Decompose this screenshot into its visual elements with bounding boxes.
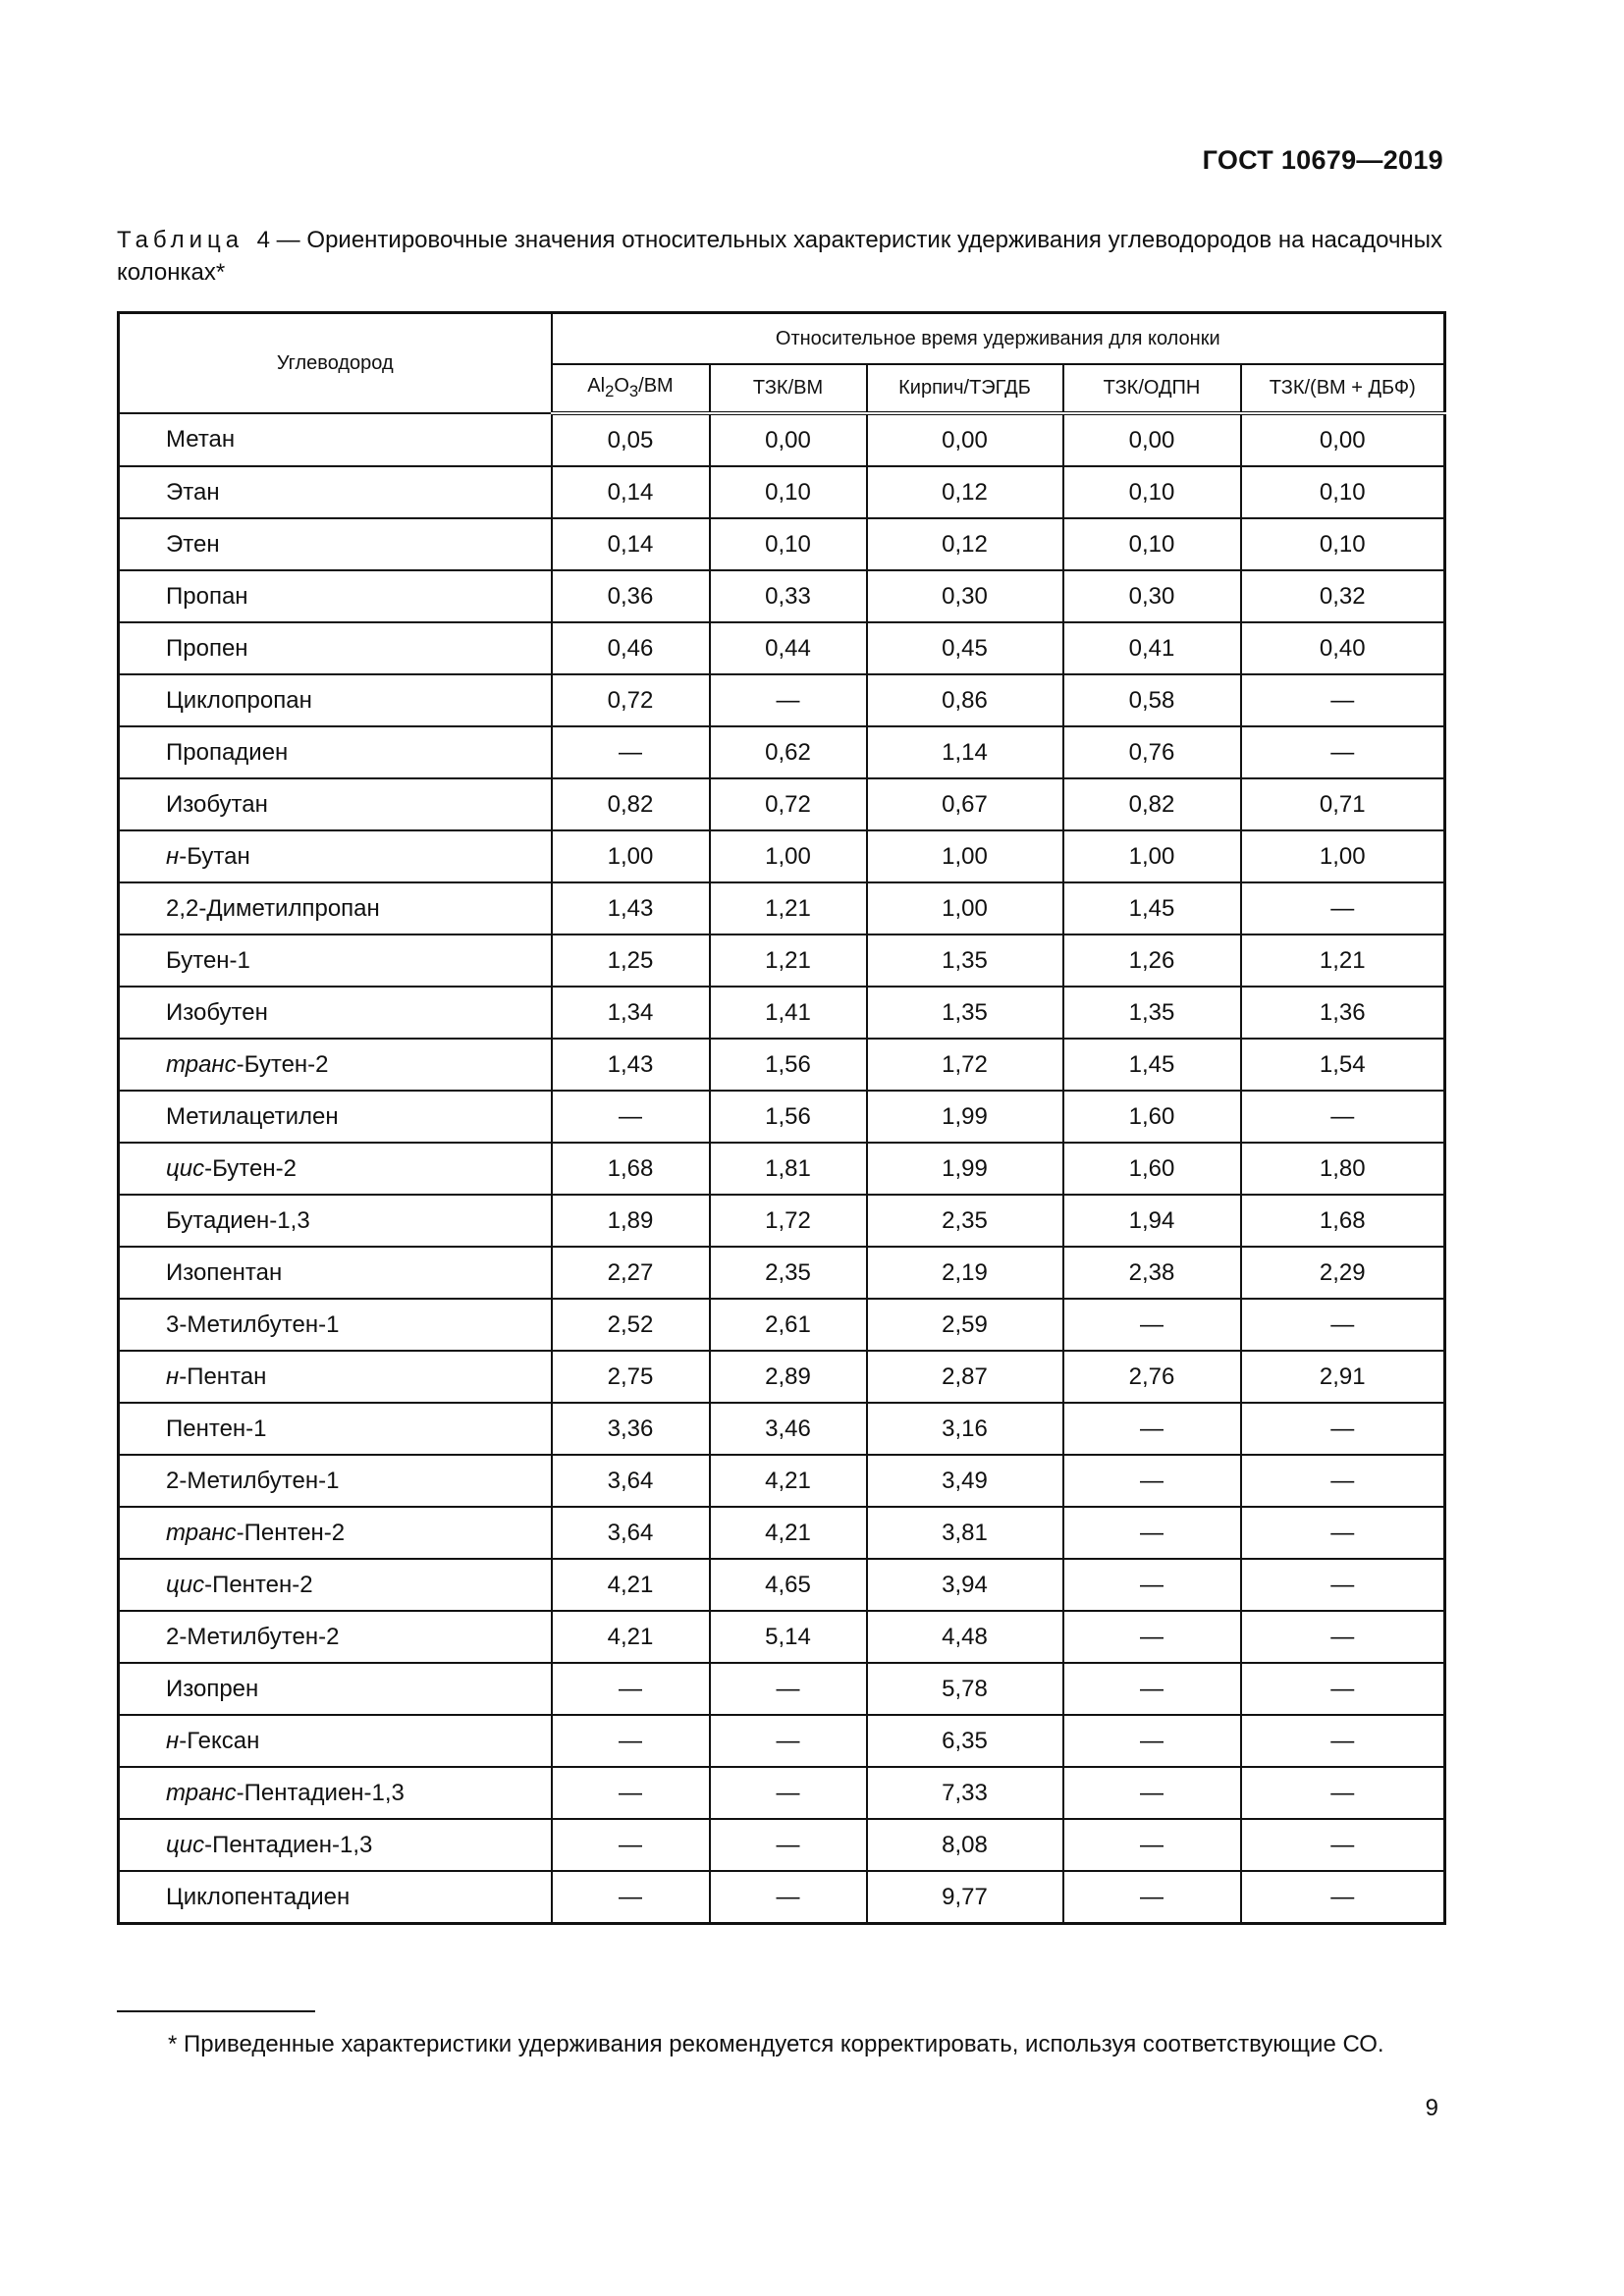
name-text: 3-Метилбутен-1 xyxy=(166,1310,340,1338)
value-cell: 0,10 xyxy=(1063,466,1241,518)
value-cell: — xyxy=(1241,882,1445,934)
hydrocarbon-name-cell xyxy=(119,1195,552,1247)
value-cell: 0,00 xyxy=(1063,413,1241,466)
value-cell: 0,82 xyxy=(552,778,710,830)
name-text: -Гексан xyxy=(179,1727,260,1754)
value-cell: 1,80 xyxy=(1241,1143,1445,1195)
value-cell: 1,60 xyxy=(1063,1091,1241,1143)
value-cell: 0,00 xyxy=(1241,413,1445,466)
table-row xyxy=(119,1039,1445,1091)
page-number: 9 xyxy=(1425,2095,1438,2121)
name-prefix: транс xyxy=(166,1779,237,1806)
table-row xyxy=(119,1663,1445,1715)
value-cell: 0,32 xyxy=(1241,570,1445,622)
value-cell: 1,45 xyxy=(1063,1039,1241,1091)
value-cell: — xyxy=(552,1715,710,1767)
table-body xyxy=(119,413,1445,1924)
value-cell: 0,00 xyxy=(710,413,867,466)
value-cell: 3,49 xyxy=(867,1455,1063,1507)
value-cell: 3,81 xyxy=(867,1507,1063,1559)
name-text: -Пентан xyxy=(179,1362,267,1390)
header-column-tzk-odpn: ТЗК/ОДПН xyxy=(1063,364,1241,413)
value-cell: 1,34 xyxy=(552,987,710,1039)
name-prefix: н xyxy=(166,842,180,870)
name-text: Пентен-1 xyxy=(166,1415,267,1442)
value-cell: 3,64 xyxy=(552,1507,710,1559)
value-cell: 7,33 xyxy=(867,1767,1063,1819)
name-text: -Пентен-2 xyxy=(204,1571,313,1598)
hydrocarbon-name-cell xyxy=(119,1351,552,1403)
table-row xyxy=(119,934,1445,987)
value-cell: 0,86 xyxy=(867,674,1063,726)
value-cell: — xyxy=(1063,1507,1241,1559)
name-text: Метилацетилен xyxy=(166,1102,339,1130)
value-cell: 2,35 xyxy=(710,1247,867,1299)
hydrocarbon-name-cell xyxy=(119,1663,552,1715)
value-cell: 0,72 xyxy=(710,778,867,830)
value-cell: 2,75 xyxy=(552,1351,710,1403)
value-cell: 1,36 xyxy=(1241,987,1445,1039)
value-cell: 2,89 xyxy=(710,1351,867,1403)
name-prefix: цис xyxy=(166,1154,205,1182)
name-prefix: транс xyxy=(166,1050,237,1078)
value-cell: — xyxy=(1063,1403,1241,1455)
table-row xyxy=(119,1403,1445,1455)
name-text: Циклопропан xyxy=(166,686,312,714)
name-text: Пропан xyxy=(166,582,248,610)
hydrocarbon-name-cell xyxy=(119,413,552,466)
value-cell: 0,71 xyxy=(1241,778,1445,830)
table-row xyxy=(119,1143,1445,1195)
value-cell: 0,00 xyxy=(867,413,1063,466)
value-cell: — xyxy=(710,674,867,726)
value-cell: 0,76 xyxy=(1063,726,1241,778)
value-cell: 1,68 xyxy=(552,1143,710,1195)
value-cell: 0,41 xyxy=(1063,622,1241,674)
table-row xyxy=(119,1559,1445,1611)
name-text: 2,2-Диметилпропан xyxy=(166,894,380,922)
value-cell: — xyxy=(552,1663,710,1715)
name-text: Изобутен xyxy=(166,998,268,1026)
value-cell: 1,25 xyxy=(552,934,710,987)
name-text: 2-Метилбутен-2 xyxy=(166,1623,340,1650)
name-text: -Бутан xyxy=(179,842,250,870)
table-row xyxy=(119,570,1445,622)
table-row xyxy=(119,1299,1445,1351)
value-cell: 0,12 xyxy=(867,466,1063,518)
value-cell: 4,65 xyxy=(710,1559,867,1611)
value-cell: 0,30 xyxy=(1063,570,1241,622)
table-row xyxy=(119,726,1445,778)
table-row xyxy=(119,518,1445,570)
hydrocarbon-name-cell xyxy=(119,778,552,830)
value-cell: 2,59 xyxy=(867,1299,1063,1351)
value-cell: — xyxy=(1063,1819,1241,1871)
value-cell: 0,62 xyxy=(710,726,867,778)
value-cell: 1,21 xyxy=(710,882,867,934)
hydrocarbon-name-cell xyxy=(119,1819,552,1871)
name-text: Бутадиен-1,3 xyxy=(166,1206,310,1234)
value-cell: 0,10 xyxy=(1241,518,1445,570)
value-cell: — xyxy=(1241,1819,1445,1871)
value-cell: 3,16 xyxy=(867,1403,1063,1455)
value-cell: 1,00 xyxy=(867,882,1063,934)
value-cell: — xyxy=(1063,1871,1241,1924)
value-cell: 1,43 xyxy=(552,882,710,934)
value-cell: 3,94 xyxy=(867,1559,1063,1611)
table-row xyxy=(119,1507,1445,1559)
table-row xyxy=(119,674,1445,726)
value-cell: 1,35 xyxy=(867,987,1063,1039)
value-cell: 5,78 xyxy=(867,1663,1063,1715)
name-text: Изопрен xyxy=(166,1675,259,1702)
value-cell: — xyxy=(710,1871,867,1924)
name-text: 2-Метилбутен-1 xyxy=(166,1467,340,1494)
hydrocarbon-name-cell xyxy=(119,1143,552,1195)
value-cell: — xyxy=(1063,1611,1241,1663)
value-cell: — xyxy=(552,1819,710,1871)
hydrocarbon-name-cell xyxy=(119,1871,552,1924)
value-cell: — xyxy=(710,1715,867,1767)
hydrocarbon-name-cell xyxy=(119,1039,552,1091)
retention-table xyxy=(117,311,1446,1925)
name-prefix: цис xyxy=(166,1571,205,1598)
name-text: Циклопентадиен xyxy=(166,1883,351,1910)
header-al-subscript: 2 xyxy=(605,382,615,400)
table-row xyxy=(119,1455,1445,1507)
value-cell: 4,48 xyxy=(867,1611,1063,1663)
value-cell: 1,56 xyxy=(710,1091,867,1143)
document-code: ГОСТ 10679—2019 xyxy=(1202,145,1443,175)
name-prefix: н xyxy=(166,1362,180,1390)
value-cell: — xyxy=(552,1871,710,1924)
value-cell: 6,35 xyxy=(867,1715,1063,1767)
value-cell: 2,76 xyxy=(1063,1351,1241,1403)
name-text: Изопентан xyxy=(166,1258,283,1286)
hydrocarbon-name-cell xyxy=(119,830,552,882)
name-text: Бутен-1 xyxy=(166,946,250,974)
value-cell: 2,27 xyxy=(552,1247,710,1299)
value-cell: 1,45 xyxy=(1063,882,1241,934)
name-text: Пропадиен xyxy=(166,738,289,766)
value-cell: 2,52 xyxy=(552,1299,710,1351)
value-cell: — xyxy=(1063,1559,1241,1611)
name-text: -Пентадиен-1,3 xyxy=(204,1831,373,1858)
value-cell: — xyxy=(1241,1403,1445,1455)
value-cell: — xyxy=(1063,1663,1241,1715)
value-cell: — xyxy=(1241,1091,1445,1143)
value-cell: 1,41 xyxy=(710,987,867,1039)
header-vm-text: /ВМ xyxy=(638,375,674,397)
value-cell: 0,12 xyxy=(867,518,1063,570)
value-cell: 2,61 xyxy=(710,1299,867,1351)
header-column-tzk-vm: ТЗК/ВМ xyxy=(710,364,867,413)
hydrocarbon-name-cell xyxy=(119,466,552,518)
value-cell: — xyxy=(1241,1507,1445,1559)
value-cell: 2,19 xyxy=(867,1247,1063,1299)
value-cell: 4,21 xyxy=(710,1455,867,1507)
name-text: -Пентадиен-1,3 xyxy=(236,1779,405,1806)
value-cell: 5,14 xyxy=(710,1611,867,1663)
table-row xyxy=(119,466,1445,518)
value-cell: 0,45 xyxy=(867,622,1063,674)
value-cell: — xyxy=(1063,1455,1241,1507)
value-cell: — xyxy=(1241,1663,1445,1715)
name-prefix: н xyxy=(166,1727,180,1754)
header-column-kirpich-tegdb: Кирпич/ТЭГДБ xyxy=(867,364,1063,413)
table-row xyxy=(119,1767,1445,1819)
value-cell: 0,58 xyxy=(1063,674,1241,726)
table-row xyxy=(119,1611,1445,1663)
value-cell: 1,26 xyxy=(1063,934,1241,987)
value-cell: 1,72 xyxy=(710,1195,867,1247)
name-text: Этен xyxy=(166,530,220,558)
value-cell: 1,99 xyxy=(867,1143,1063,1195)
value-cell: 0,82 xyxy=(1063,778,1241,830)
hydrocarbon-name-cell xyxy=(119,1715,552,1767)
value-cell: 1,35 xyxy=(867,934,1063,987)
hydrocarbon-name-cell xyxy=(119,1507,552,1559)
value-cell: — xyxy=(710,1767,867,1819)
value-cell: 0,10 xyxy=(1241,466,1445,518)
value-cell: 1,00 xyxy=(710,830,867,882)
hydrocarbon-name-cell xyxy=(119,570,552,622)
value-cell: — xyxy=(710,1819,867,1871)
table-caption-label: Таблица xyxy=(117,227,244,253)
hydrocarbon-name-cell xyxy=(119,1247,552,1299)
value-cell: 2,87 xyxy=(867,1351,1063,1403)
header-column-tzk-vm-dbf: ТЗК/(ВМ + ДБФ) xyxy=(1241,364,1445,413)
value-cell: 1,00 xyxy=(867,830,1063,882)
value-cell: 2,91 xyxy=(1241,1351,1445,1403)
value-cell: 9,77 xyxy=(867,1871,1063,1924)
value-cell: — xyxy=(552,1091,710,1143)
table-row xyxy=(119,1715,1445,1767)
value-cell: 1,99 xyxy=(867,1091,1063,1143)
value-cell: 0,46 xyxy=(552,622,710,674)
value-cell: — xyxy=(1241,1455,1445,1507)
value-cell: 4,21 xyxy=(552,1611,710,1663)
hydrocarbon-name-cell xyxy=(119,987,552,1039)
table-row xyxy=(119,622,1445,674)
table-caption xyxy=(117,224,1442,289)
table-row xyxy=(119,1871,1445,1924)
hydrocarbon-name-cell xyxy=(119,1091,552,1143)
value-cell: 1,81 xyxy=(710,1143,867,1195)
value-cell: — xyxy=(1241,674,1445,726)
value-cell: 8,08 xyxy=(867,1819,1063,1871)
value-cell: 1,68 xyxy=(1241,1195,1445,1247)
hydrocarbon-name-cell xyxy=(119,674,552,726)
value-cell: 0,10 xyxy=(710,518,867,570)
hydrocarbon-name-cell xyxy=(119,1455,552,1507)
name-text: Пропен xyxy=(166,634,248,662)
value-cell: 0,10 xyxy=(1063,518,1241,570)
value-cell: 1,00 xyxy=(1063,830,1241,882)
value-cell: 2,35 xyxy=(867,1195,1063,1247)
name-text: -Пентен-2 xyxy=(236,1519,346,1546)
value-cell: 1,21 xyxy=(1241,934,1445,987)
table-row xyxy=(119,778,1445,830)
value-cell: 1,56 xyxy=(710,1039,867,1091)
hydrocarbon-name-cell xyxy=(119,1611,552,1663)
value-cell: — xyxy=(552,726,710,778)
value-cell: 0,10 xyxy=(710,466,867,518)
value-cell: 1,72 xyxy=(867,1039,1063,1091)
header-al-text: Al xyxy=(587,375,606,397)
value-cell: 0,30 xyxy=(867,570,1063,622)
value-cell: 0,36 xyxy=(552,570,710,622)
value-cell: 3,46 xyxy=(710,1403,867,1455)
table-caption-text: — Ориентировочные значения относительных характеристик удерживания углеводородов на насадочных колонках* xyxy=(117,227,1442,286)
name-prefix: цис xyxy=(166,1831,205,1858)
table-row xyxy=(119,1247,1445,1299)
table-row xyxy=(119,413,1445,466)
footnote-rule xyxy=(117,2010,315,2012)
value-cell: 0,40 xyxy=(1241,622,1445,674)
value-cell: 1,94 xyxy=(1063,1195,1241,1247)
name-text: -Бутен-2 xyxy=(204,1154,297,1182)
hydrocarbon-name-cell xyxy=(119,726,552,778)
value-cell: — xyxy=(1241,726,1445,778)
table-row xyxy=(119,1195,1445,1247)
hydrocarbon-name-cell xyxy=(119,1559,552,1611)
value-cell: — xyxy=(1241,1767,1445,1819)
name-prefix: транс xyxy=(166,1519,237,1546)
header-o-subscript: 3 xyxy=(628,382,639,400)
value-cell: 0,44 xyxy=(710,622,867,674)
hydrocarbon-name-cell xyxy=(119,882,552,934)
value-cell: 4,21 xyxy=(552,1559,710,1611)
value-cell: 1,35 xyxy=(1063,987,1241,1039)
value-cell: — xyxy=(1241,1299,1445,1351)
value-cell: — xyxy=(710,1663,867,1715)
table-row xyxy=(119,987,1445,1039)
table-row xyxy=(119,1819,1445,1871)
name-text: Метан xyxy=(166,426,236,453)
value-cell: 0,72 xyxy=(552,674,710,726)
value-cell: — xyxy=(552,1767,710,1819)
value-cell: 0,14 xyxy=(552,466,710,518)
footnote: * Приведенные характеристики удерживания рекомендуется корректировать, используя соответствующие СО. xyxy=(168,2031,1384,2057)
table-row xyxy=(119,1351,1445,1403)
value-cell: — xyxy=(1241,1871,1445,1924)
name-text: Этан xyxy=(166,478,220,506)
table-row xyxy=(119,830,1445,882)
header-retention-time-group: Относительное время удерживания для колонки xyxy=(552,313,1445,365)
table-caption-number: 4 xyxy=(256,227,270,253)
value-cell: 0,14 xyxy=(552,518,710,570)
value-cell: 0,05 xyxy=(552,413,710,466)
hydrocarbon-name-cell xyxy=(119,1403,552,1455)
hydrocarbon-name-cell xyxy=(119,1767,552,1819)
value-cell: 3,36 xyxy=(552,1403,710,1455)
value-cell: 0,33 xyxy=(710,570,867,622)
value-cell: 1,00 xyxy=(1241,830,1445,882)
value-cell: 1,21 xyxy=(710,934,867,987)
value-cell: — xyxy=(1063,1299,1241,1351)
hydrocarbon-name-cell xyxy=(119,1299,552,1351)
hydrocarbon-name-cell xyxy=(119,518,552,570)
name-text: Изобутан xyxy=(166,790,268,818)
header-hydrocarbon: Углеводород xyxy=(119,313,552,414)
value-cell: 1,89 xyxy=(552,1195,710,1247)
value-cell: — xyxy=(1241,1559,1445,1611)
value-cell: — xyxy=(1063,1715,1241,1767)
table-row xyxy=(119,1091,1445,1143)
name-text: -Бутен-2 xyxy=(236,1050,329,1078)
value-cell: 2,29 xyxy=(1241,1247,1445,1299)
header-o-text: O xyxy=(614,375,629,397)
header-column-al2o3-vm xyxy=(552,364,710,413)
value-cell: 1,00 xyxy=(552,830,710,882)
value-cell: — xyxy=(1241,1715,1445,1767)
value-cell: 3,64 xyxy=(552,1455,710,1507)
value-cell: 1,14 xyxy=(867,726,1063,778)
hydrocarbon-name-cell xyxy=(119,622,552,674)
value-cell: — xyxy=(1241,1611,1445,1663)
value-cell: 1,60 xyxy=(1063,1143,1241,1195)
value-cell: 1,54 xyxy=(1241,1039,1445,1091)
value-cell: — xyxy=(1063,1767,1241,1819)
value-cell: 4,21 xyxy=(710,1507,867,1559)
hydrocarbon-name-cell xyxy=(119,934,552,987)
value-cell: 0,67 xyxy=(867,778,1063,830)
value-cell: 2,38 xyxy=(1063,1247,1241,1299)
value-cell: 1,43 xyxy=(552,1039,710,1091)
table-row xyxy=(119,882,1445,934)
